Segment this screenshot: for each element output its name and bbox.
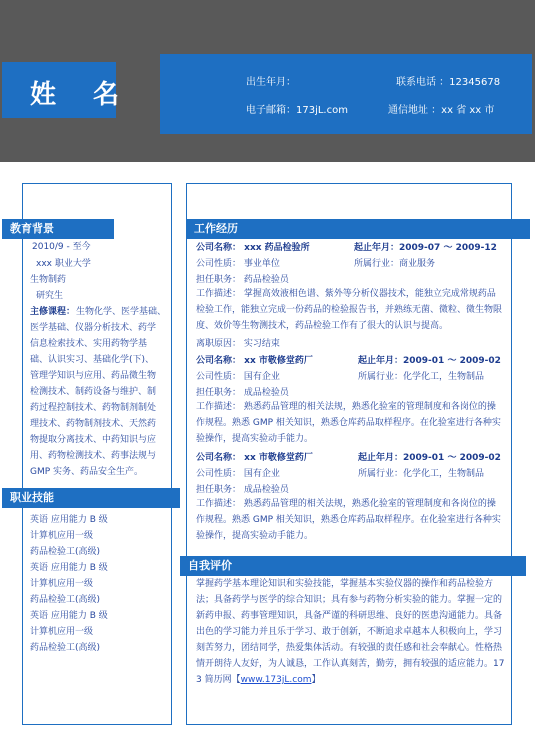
- courses-line: 药过程控制技术、药物制剂制处: [30, 403, 157, 413]
- skill-item: 计算机应用一级: [30, 531, 94, 541]
- contact-block: [160, 54, 532, 134]
- self-eval-heading: 自我评价: [180, 556, 526, 576]
- courses-label: 主修课程：: [30, 307, 76, 317]
- skill-item: 计算机应用一级: [30, 627, 94, 637]
- job-industry: 所属行业：化学化工，生物制品: [358, 469, 485, 479]
- job-nature: 公司性质： 国有企业: [196, 469, 280, 479]
- self-eval-text: [196, 576, 506, 688]
- self-eval-tail: 】: [311, 675, 321, 685]
- courses-line: 理技术、药物制剂技术、天然药: [30, 419, 157, 429]
- job-period: 起止年月：2009-07 ～ 2009-12: [354, 243, 497, 253]
- skill-item: 计算机应用一级: [30, 579, 94, 589]
- courses-line: 管理学知识与应用、药品微生物: [30, 371, 157, 381]
- job-nature: 公司性质： 国有企业: [196, 372, 280, 382]
- skill-item: 英语 应用能力 B 级: [30, 611, 108, 621]
- job-industry: 所属行业：商业服务: [354, 259, 436, 269]
- courses-line: GMP 实务、药品安全生产。: [30, 467, 144, 477]
- job-position: 担任职务： 药品检验员: [196, 275, 289, 285]
- job-nature: 公司性质： 事业单位: [196, 259, 280, 269]
- education-period: 2010/9 - 至今: [32, 242, 91, 252]
- courses-line: 信息检索技术、实用药物学基: [30, 339, 148, 349]
- skills-heading: 职业技能: [2, 488, 180, 508]
- job-company: 公司名称： xx 市敬修堂药厂: [196, 356, 313, 366]
- job-industry: 所属行业：化学化工，生物制品: [358, 372, 485, 382]
- courses-line: 础、认识实习、基础化学(下)、: [30, 355, 155, 365]
- job-description: 工作描述： 熟悉药品管理的相关法规，熟悉化验室的管理制度和各岗位的操作规程。熟悉 GMP 相关知识，熟悉仓库药品取样程序。在化验室进行各种实验操作，提高实验动手能力。: [196, 402, 501, 444]
- job-description: 工作描述： 熟悉药品管理的相关法规，熟悉化验室的管理制度和各岗位的操作规程。熟悉 GMP 相关知识，熟悉仓库药品取样程序。在化验室进行各种实验操作，提高实验动手能力。: [196, 499, 501, 541]
- self-eval-body: 掌握药学基本理论知识和实验技能，掌握基本实验仪器的操作和药品检验方法；具备药学与医学的综合知识；具有参与药物分析实验的能力。掌握一定的新药申报、药事管理知识，具备严谨的科研思维、良好的医患沟通能力。具备出色的学习能力并且乐于学习、敢于创新，不断追求卓越本人积极向上，学习刻苦努力，团结同学，热爱集体活动。有较强的责任感和社会奉献心。性格热情开朗待人友好，为人诚恳，工作认真刻苦，勤劳，拥有较强的适应能力。173 简历网【: [196, 579, 505, 685]
- birth-field: 出生年月：: [246, 77, 296, 88]
- job-position: 担任职务： 成品检验员: [196, 485, 289, 495]
- job-company: 公司名称： xxx 药品检验所: [196, 243, 310, 253]
- job-period: 起止年月：2009-01 ～ 2009-02: [358, 453, 501, 463]
- courses-line: 生物化学、医学基础、: [76, 307, 167, 317]
- education-school: xxx 职业大学: [36, 259, 91, 269]
- job-company: 公司名称： xx 市敬修堂药厂: [196, 453, 313, 463]
- job-position: 担任职务： 成品检验员: [196, 388, 289, 398]
- job-description: 工作描述： 掌握高效液相色谱、紫外等分析仪器技术，能独立完成常规药品检验工作，能独立完成一份药品的检验报告书，并熟练无菌、微粒、微生物限度、效价等生物测技术，药品检验工作有了很大的认识与提高。: [196, 289, 503, 331]
- email-field: 电子邮箱：173jL.com: [246, 105, 348, 116]
- courses-line: 检测技术、制药设备与维护、制: [30, 387, 157, 397]
- resume-name: 姓 名: [30, 80, 134, 110]
- phone-field: 联系电话 ：12345678: [396, 77, 501, 88]
- courses-line: 用、药物检测技术、药事法规与: [30, 451, 157, 461]
- work-heading: 工作经历: [186, 219, 530, 239]
- education-degree: 研究生: [36, 291, 64, 301]
- skill-item: 药品检验工(高级): [30, 595, 101, 605]
- job-period: 起止年月：2009-01 ～ 2009-02: [358, 356, 501, 366]
- website-link[interactable]: www.173jL.com: [240, 675, 312, 685]
- education-heading: 教育背景: [2, 219, 114, 239]
- courses-line: 物提取分离技术、中药知识与应: [30, 435, 157, 445]
- skill-item: 英语 应用能力 B 级: [30, 563, 108, 573]
- address-field: 通信地址 ：xx 省 xx 市: [388, 105, 495, 116]
- education-major: 生物制药: [30, 275, 67, 285]
- skill-item: 药品检验工(高级): [30, 643, 101, 653]
- job-leave-reason: 离职原因： 实习结束: [196, 339, 280, 349]
- skill-item: 英语 应用能力 B 级: [30, 515, 108, 525]
- courses-line: 医学基础、仪器分析技术、药学: [30, 323, 157, 333]
- skill-item: 药品检验工(高级): [30, 547, 101, 557]
